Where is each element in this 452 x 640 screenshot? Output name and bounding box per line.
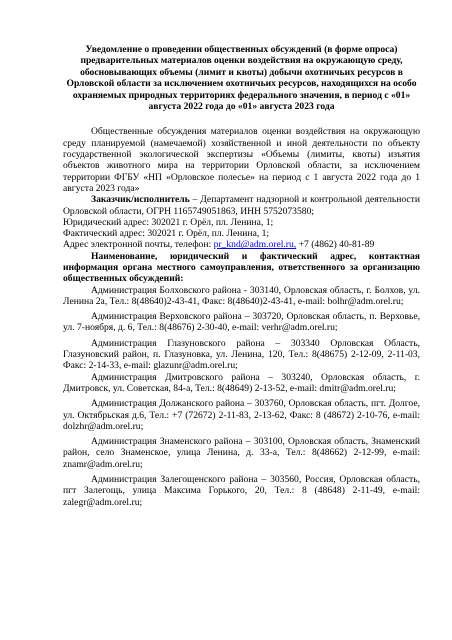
administration-entry: Администрация Глазуновского района – 303340 Орловская Область, Глазуновский район, п. Глазуновка, ул. Ленина, 120, Тел.: 8(48675) 2-12-09, 2-11-03, Факс: 2-14-33, e-mail: glazunr@adm.orel.ru; — [63, 337, 420, 372]
administration-entry: Администрация Залегощенского района – 303560, Россия, Орловская область, пгт Залегощь, улица Максима Горького, 20, Тел.: 8 (48648) 2-11-49, e-mail: zalegr@adm.orel.ru; — [63, 474, 420, 508]
contact-line — [63, 239, 420, 250]
legal-address: Юридический адрес: 302021 г. Орёл, пл. Ленина, 1; — [63, 216, 274, 228]
customer-label: Заказчик/исполнитель — [91, 194, 190, 206]
contact-email-link[interactable]: pr_knd@adm.orel.ru, — [213, 239, 297, 251]
actual-address: Фактический адрес: 302021 г. Орёл, пл. Ленина, 1; — [63, 228, 270, 240]
customer-paragraph — [63, 194, 420, 217]
administration-entry: Администрация Верховского района – 303720, Орловская область, п. Верховье, ул. 7-ноября, д. 6, Тел.: 8(48676) 2-30-40, e-mail: verhr@adm.orel.ru; — [63, 311, 420, 334]
document-body — [63, 126, 420, 508]
contact-prefix: Адрес электронной почты, телефон: — [63, 239, 214, 251]
administration-entry: Администрация Должанского района – 303760, Орловская область, пгт. Долгое, ул. Октябрьская д.6, Тел.: +7 (72672) 2-11-83, 2-13-62, Факс: 8 (48672) 2-10-76, e-mail: dolzhr@adm.orel.ru; — [63, 398, 420, 432]
intro-paragraph: Общественные обсуждения материалов оценки воздействия на окружающую среду планируемой (намечаемой) хозяйственной и иной деятельности по объекту государственной экологической экспертизы «Объемы (лимиты, квоты) изъятия объектов животного мира на территории Орловской области, за исключением территории ФГБУ «НП «Орловское полесье» на период с 1 августа 2022 года до 1 августа 2023 года» — [63, 126, 420, 194]
document-title: Уведомление о проведении общественных обсуждений (в форме опроса) предварительных материалов оценки воздействия на окружающую среду, обосновывающих объемы (лимит и квоты) добычи охотничьих ресурсов в Орловской области за исключением охотничьих ресурсов, находящихся на особо охраняемых природных территориях федерального значения, в период с «01» августа 2022 года до «01» августа 2023 года — [66, 44, 417, 113]
contact-phone: +7 (4862) 40-81-89 — [296, 239, 375, 251]
administration-entry: Администрация Болховского района - 303140, Орловская область, г. Болхов, ул. Ленина 2а, Тел.: 8(48640)2-43-41, Факс: 8(48640)2-43-41, e-mail: bolhr@adm.orel.ru; — [63, 284, 420, 307]
organizer-heading: Наименование, юридический и фактический адрес, контактная информация органа местного самоуправления, ответственного за организацию общественных обсуждений: — [63, 250, 420, 285]
customer-text: – Департамент надзорной и контрольной деятельности Орловской области, ОГРН 1165749051863, ИНН 5752073580; — [63, 194, 420, 217]
administration-entry: Администрация Знаменского района – 303100, Орловская область, Знаменский район, село Знаменское, улица Ленина, д. 33-а, Тел.: 8(48662) 2-12-99, e-mail: znamr@adm.orel.ru; — [63, 436, 420, 470]
administration-entry: Администрация Дмитровского района – 303240, Орловская область, г. Дмитровск, ул. Советская, 84-а, Тел.: 8(48649) 2-13-52, e-mail: dmitr@adm.orel.ru; — [63, 371, 420, 394]
